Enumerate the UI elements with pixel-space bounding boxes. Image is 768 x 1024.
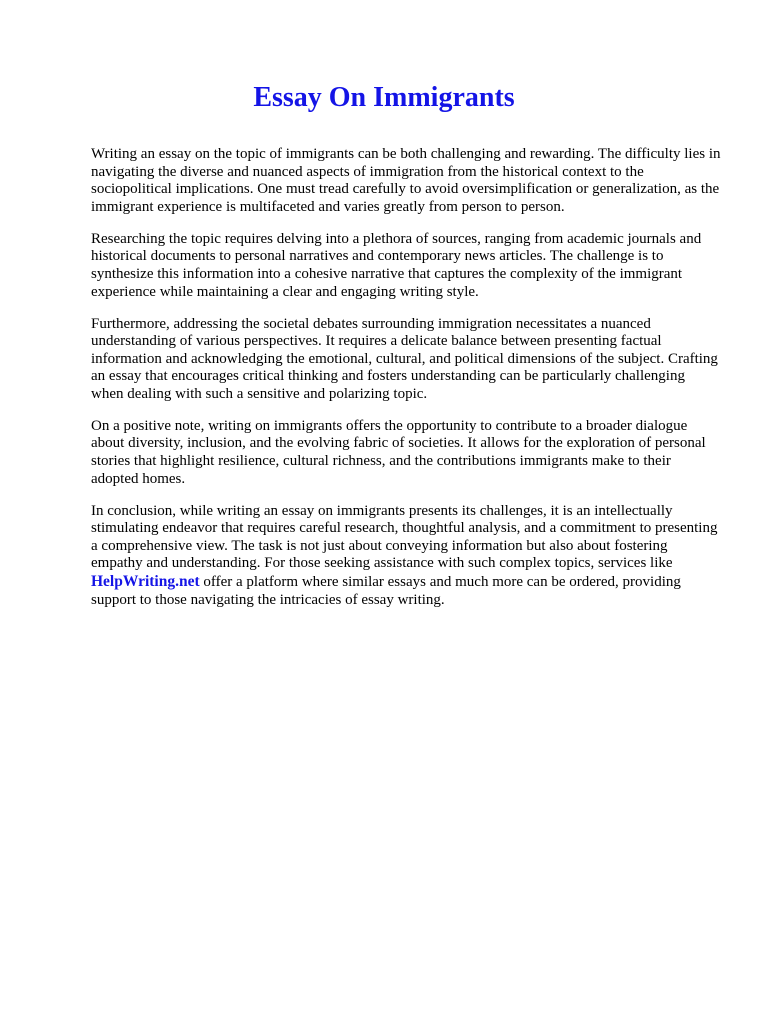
paragraph-2: Researching the topic requires delving into a plethora of sources, ranging from academic journals and historical documents to personal narratives and contemporary news articles. The challenge is to synthesize this information into a cohesive narrative that captures the complexity of the immigrant experience while maintaining a clear and engaging writing style. [91,230,702,300]
page-title: Essay On Immigrants [253,82,515,113]
helpwriting-link[interactable]: HelpWriting.net [91,573,200,591]
essay-body [91,146,721,624]
paragraph-5-text-before-link: In conclusion, while writing an essay on immigrants presents its challenges, it is an intellectually stimulating endeavor that requires careful research, thoughtful analysis, and a commitment to presenting a comprehensive view. The task is not just about conveying information but also about fostering empathy and understanding. For those seeking assistance with such complex topics, services like [91,502,718,572]
paragraph-5-text-after-link: offer a platform where similar essays and much more can be ordered, providing support to those navigating the intricacies of essay writing. [91,574,681,608]
paragraph-1: Writing an essay on the topic of immigrants can be both challenging and rewarding. The difficulty lies in navigating the diverse and nuanced aspects of immigration from the historical context to the sociopolitical implications. One must tread carefully to avoid oversimplification or generalization, as the immigrant experience is multifaceted and varies greatly from person to person. [91,146,721,215]
paragraph-5 [91,503,721,610]
paragraph-4: On a positive note, writing on immigrants offers the opportunity to contribute to a broader dialogue about diversity, inclusion, and the evolving fabric of societies. It allows for the exploration of personal stories that highlight resilience, cultural richness, and the contributions immigrants make to their adopted homes. [91,417,706,487]
paragraph-3: Furthermore, addressing the societal debates surrounding immigration necessitates a nuanced understanding of various perspectives. It requires a delicate balance between presenting factual information and acknowledging the emotional, cultural, and political dimensions of the subject. Crafting an essay that encourages critical thinking and fosters understanding can be particularly challenging when dealing with such a sensitive and polarizing topic. [91,315,718,402]
